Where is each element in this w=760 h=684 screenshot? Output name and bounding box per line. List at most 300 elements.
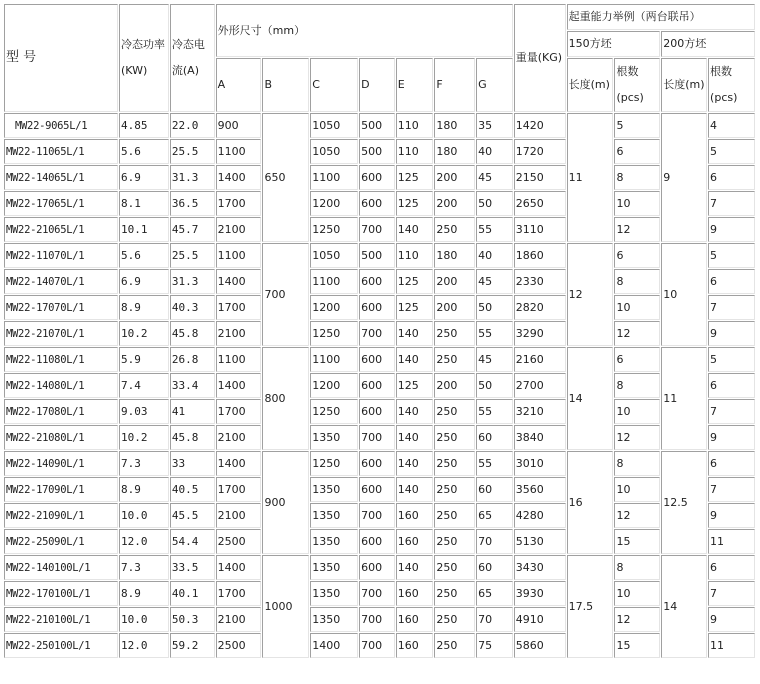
header-count-200: 根数(pcs): [708, 58, 755, 112]
dim-c-cell: 1400: [310, 633, 358, 658]
dim-e-cell: 140: [396, 347, 434, 372]
dim-a-cell: 1700: [216, 581, 262, 606]
table-row: [4, 243, 755, 268]
table-row: [4, 373, 755, 398]
table-row: [4, 295, 755, 320]
current-cell: 45.8: [170, 321, 215, 346]
dim-g-cell: 70: [476, 529, 513, 554]
dim-e-cell: 125: [396, 165, 434, 190]
model-cell: MW22-9065L/1: [4, 113, 118, 138]
dim-e-cell: 110: [396, 113, 434, 138]
length-150-cell: 16: [567, 451, 614, 554]
count-150-cell: 8: [614, 269, 660, 294]
count-200-cell: 11: [708, 529, 755, 554]
dim-a-cell: 2500: [216, 529, 262, 554]
current-cell: 40.1: [170, 581, 215, 606]
dim-b-cell: 700: [262, 243, 309, 346]
weight-cell: 2820: [514, 295, 566, 320]
length-200-cell: 10: [661, 243, 707, 346]
count-150-cell: 12: [614, 503, 660, 528]
dim-b-cell: 800: [262, 347, 309, 450]
dim-c-cell: 1350: [310, 503, 358, 528]
power-cell: 4.85: [119, 113, 169, 138]
power-cell: 10.2: [119, 321, 169, 346]
dim-d-cell: 700: [359, 425, 395, 450]
dim-b-cell: 1000: [262, 555, 309, 658]
dim-d-cell: 600: [359, 269, 395, 294]
current-cell: 45.5: [170, 503, 215, 528]
dim-g-cell: 60: [476, 555, 513, 580]
table-row: [4, 425, 755, 450]
weight-cell: 3840: [514, 425, 566, 450]
count-200-cell: 5: [708, 347, 755, 372]
dim-d-cell: 600: [359, 295, 395, 320]
count-200-cell: 6: [708, 165, 755, 190]
model-cell: MW22-21065L/1: [4, 217, 118, 242]
weight-cell: 1720: [514, 139, 566, 164]
dim-g-cell: 60: [476, 477, 513, 502]
model-cell: MW22-25090L/1: [4, 529, 118, 554]
weight-cell: 5130: [514, 529, 566, 554]
model-cell: MW22-14090L/1: [4, 451, 118, 476]
current-cell: 59.2: [170, 633, 215, 658]
dim-a-cell: 1400: [216, 373, 262, 398]
dim-e-cell: 110: [396, 139, 434, 164]
count-150-cell: 15: [614, 529, 660, 554]
dim-a-cell: 1400: [216, 269, 262, 294]
table-row: [4, 477, 755, 502]
dim-f-cell: 250: [434, 347, 475, 372]
dim-g-cell: 70: [476, 607, 513, 632]
dim-f-cell: 200: [434, 373, 475, 398]
count-150-cell: 6: [614, 243, 660, 268]
current-cell: 31.3: [170, 165, 215, 190]
header-billet-150: 150方坯: [567, 31, 661, 57]
table-row: [4, 581, 755, 606]
dim-c-cell: 1350: [310, 477, 358, 502]
dim-g-cell: 50: [476, 191, 513, 216]
count-150-cell: 12: [614, 321, 660, 346]
dim-e-cell: 140: [396, 451, 434, 476]
count-150-cell: 12: [614, 217, 660, 242]
current-cell: 54.4: [170, 529, 215, 554]
length-150-cell: 11: [567, 113, 614, 242]
power-cell: 10.0: [119, 503, 169, 528]
dim-e-cell: 140: [396, 217, 434, 242]
weight-cell: 5860: [514, 633, 566, 658]
dim-d-cell: 600: [359, 191, 395, 216]
model-cell: MW22-250100L/1: [4, 633, 118, 658]
weight-cell: 3930: [514, 581, 566, 606]
dim-e-cell: 160: [396, 633, 434, 658]
count-200-cell: 7: [708, 399, 755, 424]
dim-g-cell: 65: [476, 581, 513, 606]
header-dim-e: E: [396, 58, 434, 112]
current-cell: 45.8: [170, 425, 215, 450]
table-row: [4, 555, 755, 580]
dim-a-cell: 1700: [216, 295, 262, 320]
current-cell: 26.8: [170, 347, 215, 372]
dim-a-cell: 2100: [216, 321, 262, 346]
table-row: [4, 399, 755, 424]
header-dim-g: G: [476, 58, 513, 112]
current-cell: 31.3: [170, 269, 215, 294]
weight-cell: 3560: [514, 477, 566, 502]
dim-c-cell: 1350: [310, 607, 358, 632]
dim-f-cell: 250: [434, 607, 475, 632]
dim-f-cell: 250: [434, 633, 475, 658]
count-150-cell: 8: [614, 373, 660, 398]
weight-cell: 3430: [514, 555, 566, 580]
model-cell: MW22-17065L/1: [4, 191, 118, 216]
dim-a-cell: 1100: [216, 243, 262, 268]
model-cell: MW22-140100L/1: [4, 555, 118, 580]
power-cell: 12.0: [119, 529, 169, 554]
count-200-cell: 7: [708, 477, 755, 502]
dim-g-cell: 40: [476, 243, 513, 268]
dim-c-cell: 1250: [310, 451, 358, 476]
table-row: [4, 451, 755, 476]
dim-d-cell: 500: [359, 243, 395, 268]
dim-e-cell: 140: [396, 399, 434, 424]
dim-g-cell: 50: [476, 373, 513, 398]
count-150-cell: 8: [614, 165, 660, 190]
dim-d-cell: 700: [359, 503, 395, 528]
count-200-cell: 6: [708, 451, 755, 476]
dim-d-cell: 600: [359, 477, 395, 502]
weight-cell: 3290: [514, 321, 566, 346]
count-200-cell: 9: [708, 425, 755, 450]
current-cell: 22.0: [170, 113, 215, 138]
dim-c-cell: 1050: [310, 243, 358, 268]
header-dimensions: 外形尺寸（mm）: [216, 4, 513, 57]
dim-d-cell: 600: [359, 165, 395, 190]
header-dim-d: D: [359, 58, 395, 112]
dim-f-cell: 250: [434, 451, 475, 476]
dim-d-cell: 700: [359, 607, 395, 632]
dim-a-cell: 2100: [216, 503, 262, 528]
weight-cell: 2650: [514, 191, 566, 216]
power-cell: 12.0: [119, 633, 169, 658]
current-cell: 25.5: [170, 139, 215, 164]
dim-f-cell: 200: [434, 269, 475, 294]
count-200-cell: 9: [708, 217, 755, 242]
dim-e-cell: 160: [396, 529, 434, 554]
model-cell: MW22-210100L/1: [4, 607, 118, 632]
model-cell: MW22-11070L/1: [4, 243, 118, 268]
dim-f-cell: 200: [434, 165, 475, 190]
table-row: [4, 503, 755, 528]
lifting-magnet-spec-table: [3, 3, 756, 659]
dim-f-cell: 180: [434, 139, 475, 164]
dim-c-cell: 1250: [310, 217, 358, 242]
current-cell: 41: [170, 399, 215, 424]
dim-f-cell: 250: [434, 529, 475, 554]
dim-a-cell: 1400: [216, 555, 262, 580]
dim-d-cell: 600: [359, 347, 395, 372]
count-200-cell: 9: [708, 321, 755, 346]
length-200-cell: 9: [661, 113, 707, 242]
model-cell: MW22-17070L/1: [4, 295, 118, 320]
dim-f-cell: 250: [434, 555, 475, 580]
header-dim-c: C: [310, 58, 358, 112]
power-cell: 7.4: [119, 373, 169, 398]
model-cell: MW22-14080L/1: [4, 373, 118, 398]
dim-c-cell: 1100: [310, 347, 358, 372]
count-200-cell: 6: [708, 373, 755, 398]
dim-f-cell: 250: [434, 477, 475, 502]
dim-c-cell: 1100: [310, 269, 358, 294]
model-cell: MW22-21090L/1: [4, 503, 118, 528]
model-cell: MW22-21070L/1: [4, 321, 118, 346]
length-200-cell: 14: [661, 555, 707, 658]
dim-f-cell: 200: [434, 295, 475, 320]
power-cell: 9.03: [119, 399, 169, 424]
count-200-cell: 4: [708, 113, 755, 138]
dim-e-cell: 160: [396, 581, 434, 606]
dim-c-cell: 1250: [310, 399, 358, 424]
table-row: [4, 139, 755, 164]
current-cell: 33: [170, 451, 215, 476]
header-dim-b: B: [262, 58, 309, 112]
dim-e-cell: 125: [396, 295, 434, 320]
dim-c-cell: 1350: [310, 555, 358, 580]
dim-g-cell: 60: [476, 425, 513, 450]
count-150-cell: 10: [614, 399, 660, 424]
count-200-cell: 6: [708, 269, 755, 294]
current-cell: 33.5: [170, 555, 215, 580]
length-150-cell: 12: [567, 243, 614, 346]
dim-f-cell: 180: [434, 113, 475, 138]
dim-c-cell: 1200: [310, 191, 358, 216]
count-150-cell: 12: [614, 425, 660, 450]
dim-g-cell: 45: [476, 347, 513, 372]
count-200-cell: 11: [708, 633, 755, 658]
dim-d-cell: 600: [359, 529, 395, 554]
dim-g-cell: 75: [476, 633, 513, 658]
length-150-cell: 14: [567, 347, 614, 450]
dim-d-cell: 700: [359, 217, 395, 242]
weight-cell: 3210: [514, 399, 566, 424]
dim-e-cell: 125: [396, 373, 434, 398]
dim-c-cell: 1200: [310, 373, 358, 398]
weight-cell: 2160: [514, 347, 566, 372]
current-cell: 25.5: [170, 243, 215, 268]
dim-c-cell: 1250: [310, 321, 358, 346]
count-150-cell: 5: [614, 113, 660, 138]
dim-g-cell: 55: [476, 451, 513, 476]
count-150-cell: 8: [614, 555, 660, 580]
model-cell: MW22-21080L/1: [4, 425, 118, 450]
header-model: 型 号: [4, 4, 118, 112]
dim-f-cell: 250: [434, 217, 475, 242]
power-cell: 5.6: [119, 139, 169, 164]
length-150-cell: 17.5: [567, 555, 614, 658]
table-row: [4, 113, 755, 138]
power-cell: 10.0: [119, 607, 169, 632]
dim-a-cell: 900: [216, 113, 262, 138]
count-150-cell: 12: [614, 607, 660, 632]
dim-d-cell: 700: [359, 581, 395, 606]
power-cell: 5.9: [119, 347, 169, 372]
table-row: [4, 269, 755, 294]
model-cell: MW22-11080L/1: [4, 347, 118, 372]
weight-cell: 4280: [514, 503, 566, 528]
count-200-cell: 7: [708, 191, 755, 216]
length-200-cell: 12.5: [661, 451, 707, 554]
count-200-cell: 7: [708, 295, 755, 320]
table-row: [4, 529, 755, 554]
power-cell: 8.9: [119, 581, 169, 606]
model-cell: MW22-14070L/1: [4, 269, 118, 294]
dim-c-cell: 1050: [310, 139, 358, 164]
count-200-cell: 9: [708, 607, 755, 632]
dim-g-cell: 55: [476, 217, 513, 242]
current-cell: 40.5: [170, 477, 215, 502]
dim-d-cell: 600: [359, 555, 395, 580]
table-row: [4, 633, 755, 658]
power-cell: 8.1: [119, 191, 169, 216]
current-cell: 45.7: [170, 217, 215, 242]
current-cell: 50.3: [170, 607, 215, 632]
power-cell: 8.9: [119, 295, 169, 320]
dim-f-cell: 250: [434, 581, 475, 606]
dim-a-cell: 1400: [216, 165, 262, 190]
header-dim-a: A: [216, 58, 262, 112]
weight-cell: 2150: [514, 165, 566, 190]
current-cell: 36.5: [170, 191, 215, 216]
dim-g-cell: 55: [476, 399, 513, 424]
count-150-cell: 10: [614, 581, 660, 606]
dim-a-cell: 1700: [216, 191, 262, 216]
dim-a-cell: 1700: [216, 477, 262, 502]
model-cell: MW22-14065L/1: [4, 165, 118, 190]
count-200-cell: 5: [708, 139, 755, 164]
dim-f-cell: 250: [434, 321, 475, 346]
dim-g-cell: 45: [476, 165, 513, 190]
dim-a-cell: 1100: [216, 347, 262, 372]
count-150-cell: 8: [614, 451, 660, 476]
current-cell: 33.4: [170, 373, 215, 398]
dim-g-cell: 65: [476, 503, 513, 528]
dim-f-cell: 250: [434, 503, 475, 528]
dim-g-cell: 55: [476, 321, 513, 346]
power-cell: 6.9: [119, 269, 169, 294]
header-length-200: 长度(m): [661, 58, 707, 112]
power-cell: 10.1: [119, 217, 169, 242]
header-weight: 重量(KG): [514, 4, 566, 112]
table-row: [4, 607, 755, 632]
weight-cell: 1860: [514, 243, 566, 268]
weight-cell: 2700: [514, 373, 566, 398]
dim-a-cell: 2500: [216, 633, 262, 658]
dim-g-cell: 35: [476, 113, 513, 138]
dim-d-cell: 500: [359, 139, 395, 164]
table-row: [4, 191, 755, 216]
dim-d-cell: 600: [359, 451, 395, 476]
count-150-cell: 15: [614, 633, 660, 658]
power-cell: 7.3: [119, 451, 169, 476]
count-150-cell: 10: [614, 295, 660, 320]
model-cell: MW22-17090L/1: [4, 477, 118, 502]
weight-cell: 1420: [514, 113, 566, 138]
count-200-cell: 6: [708, 555, 755, 580]
dim-f-cell: 180: [434, 243, 475, 268]
dim-a-cell: 1100: [216, 139, 262, 164]
dim-e-cell: 110: [396, 243, 434, 268]
power-cell: 5.6: [119, 243, 169, 268]
current-cell: 40.3: [170, 295, 215, 320]
dim-f-cell: 250: [434, 425, 475, 450]
table-row: [4, 321, 755, 346]
dim-d-cell: 700: [359, 633, 395, 658]
dim-c-cell: 1200: [310, 295, 358, 320]
count-150-cell: 10: [614, 191, 660, 216]
dim-e-cell: 140: [396, 477, 434, 502]
dim-e-cell: 125: [396, 191, 434, 216]
dim-c-cell: 1100: [310, 165, 358, 190]
count-150-cell: 10: [614, 477, 660, 502]
model-cell: MW22-170100L/1: [4, 581, 118, 606]
weight-cell: 3110: [514, 217, 566, 242]
header-count-150: 根数(pcs): [614, 58, 660, 112]
power-cell: 6.9: [119, 165, 169, 190]
power-cell: 8.9: [119, 477, 169, 502]
model-cell: MW22-17080L/1: [4, 399, 118, 424]
header-dim-f: F: [434, 58, 475, 112]
header-power: 冷态功率(KW): [119, 4, 169, 112]
dim-a-cell: 2100: [216, 607, 262, 632]
dim-d-cell: 600: [359, 373, 395, 398]
dim-a-cell: 2100: [216, 217, 262, 242]
dim-e-cell: 140: [396, 425, 434, 450]
dim-e-cell: 160: [396, 503, 434, 528]
header-billet-200: 200方坯: [661, 31, 755, 57]
header-lifting-capacity: 起重能力举例（两台联吊）: [567, 4, 755, 30]
count-150-cell: 6: [614, 347, 660, 372]
dim-c-cell: 1050: [310, 113, 358, 138]
dim-b-cell: 900: [262, 451, 309, 554]
length-200-cell: 11: [661, 347, 707, 450]
count-200-cell: 9: [708, 503, 755, 528]
power-cell: 7.3: [119, 555, 169, 580]
header-length-150: 长度(m): [567, 58, 614, 112]
dim-c-cell: 1350: [310, 581, 358, 606]
dim-a-cell: 1700: [216, 399, 262, 424]
dim-c-cell: 1350: [310, 529, 358, 554]
dim-a-cell: 1400: [216, 451, 262, 476]
count-200-cell: 7: [708, 581, 755, 606]
count-150-cell: 6: [614, 139, 660, 164]
dim-e-cell: 140: [396, 555, 434, 580]
weight-cell: 2330: [514, 269, 566, 294]
count-200-cell: 5: [708, 243, 755, 268]
dim-d-cell: 700: [359, 321, 395, 346]
dim-d-cell: 600: [359, 399, 395, 424]
dim-g-cell: 45: [476, 269, 513, 294]
weight-cell: 4910: [514, 607, 566, 632]
power-cell: 10.2: [119, 425, 169, 450]
table-row: [4, 165, 755, 190]
dim-d-cell: 500: [359, 113, 395, 138]
table-body: [4, 113, 755, 658]
weight-cell: 3010: [514, 451, 566, 476]
table-row: [4, 347, 755, 372]
dim-f-cell: 200: [434, 191, 475, 216]
table-row: [4, 217, 755, 242]
dim-e-cell: 140: [396, 321, 434, 346]
dim-g-cell: 50: [476, 295, 513, 320]
